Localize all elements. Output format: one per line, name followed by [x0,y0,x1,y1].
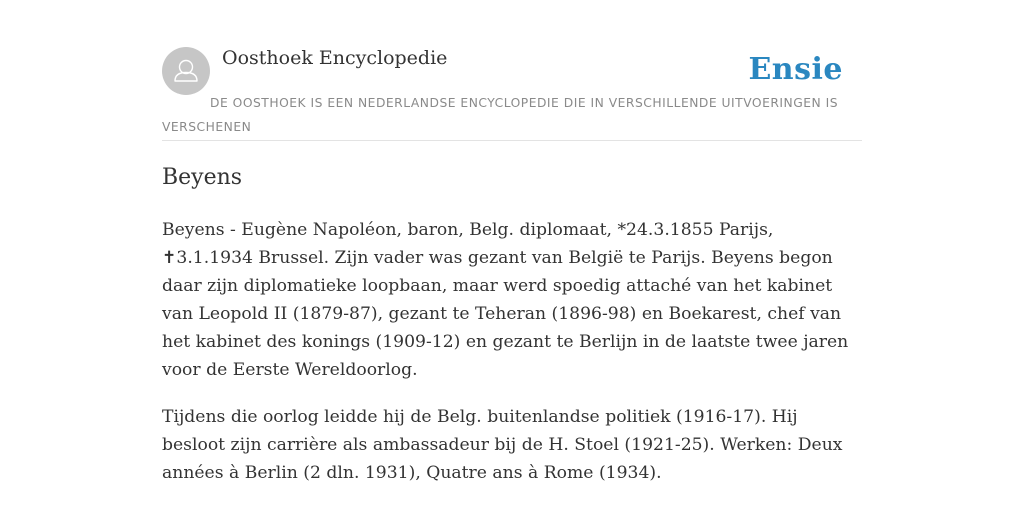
article [162,162,862,506]
article-title: Beyens [162,165,243,190]
article-paragraph-1: Beyens - Eugène Napoléon, baron, Belg. diplomaat, *24.3.1855 Parijs, ✝3.1.1934 Brussel. Zijn vader was gezant van België te Parijs. Beyens begon daar zijn diplomatieke loopbaan, maar werd spoedig attaché van het kabinet van Leopold II (1879-87), gezant te Teheran (1896-98) en Boekarest, chef van het kabinet des konings (1909-12) en gezant te Berlijn in de laatste twee jaren voor de Eerste Wereldoorlog. [162,220,849,380]
user-icon [162,47,210,95]
avatar[interactable] [162,47,210,95]
tagline: DE OOSTHOEK IS EEN NEDERLANDSE ENCYCLOPEDIE DIE IN VERSCHILLENDE UITVOERINGEN IS VERSCHENEN [162,96,839,134]
header [162,46,862,141]
article-paragraph-2: Tijdens die oorlog leidde hij de Belg. buitenlandse politiek (1916-17). Hij besloot zijn carrière als ambassadeur bij de H. Stoel (1921-25). Werken: Deux années à Berlin (2 dln. 1931), Quatre ans à Rome (1934). [162,407,843,483]
brand-logo[interactable]: Ensie [748,52,843,87]
site-name[interactable]: Oosthoek Encyclopedie [222,47,448,69]
